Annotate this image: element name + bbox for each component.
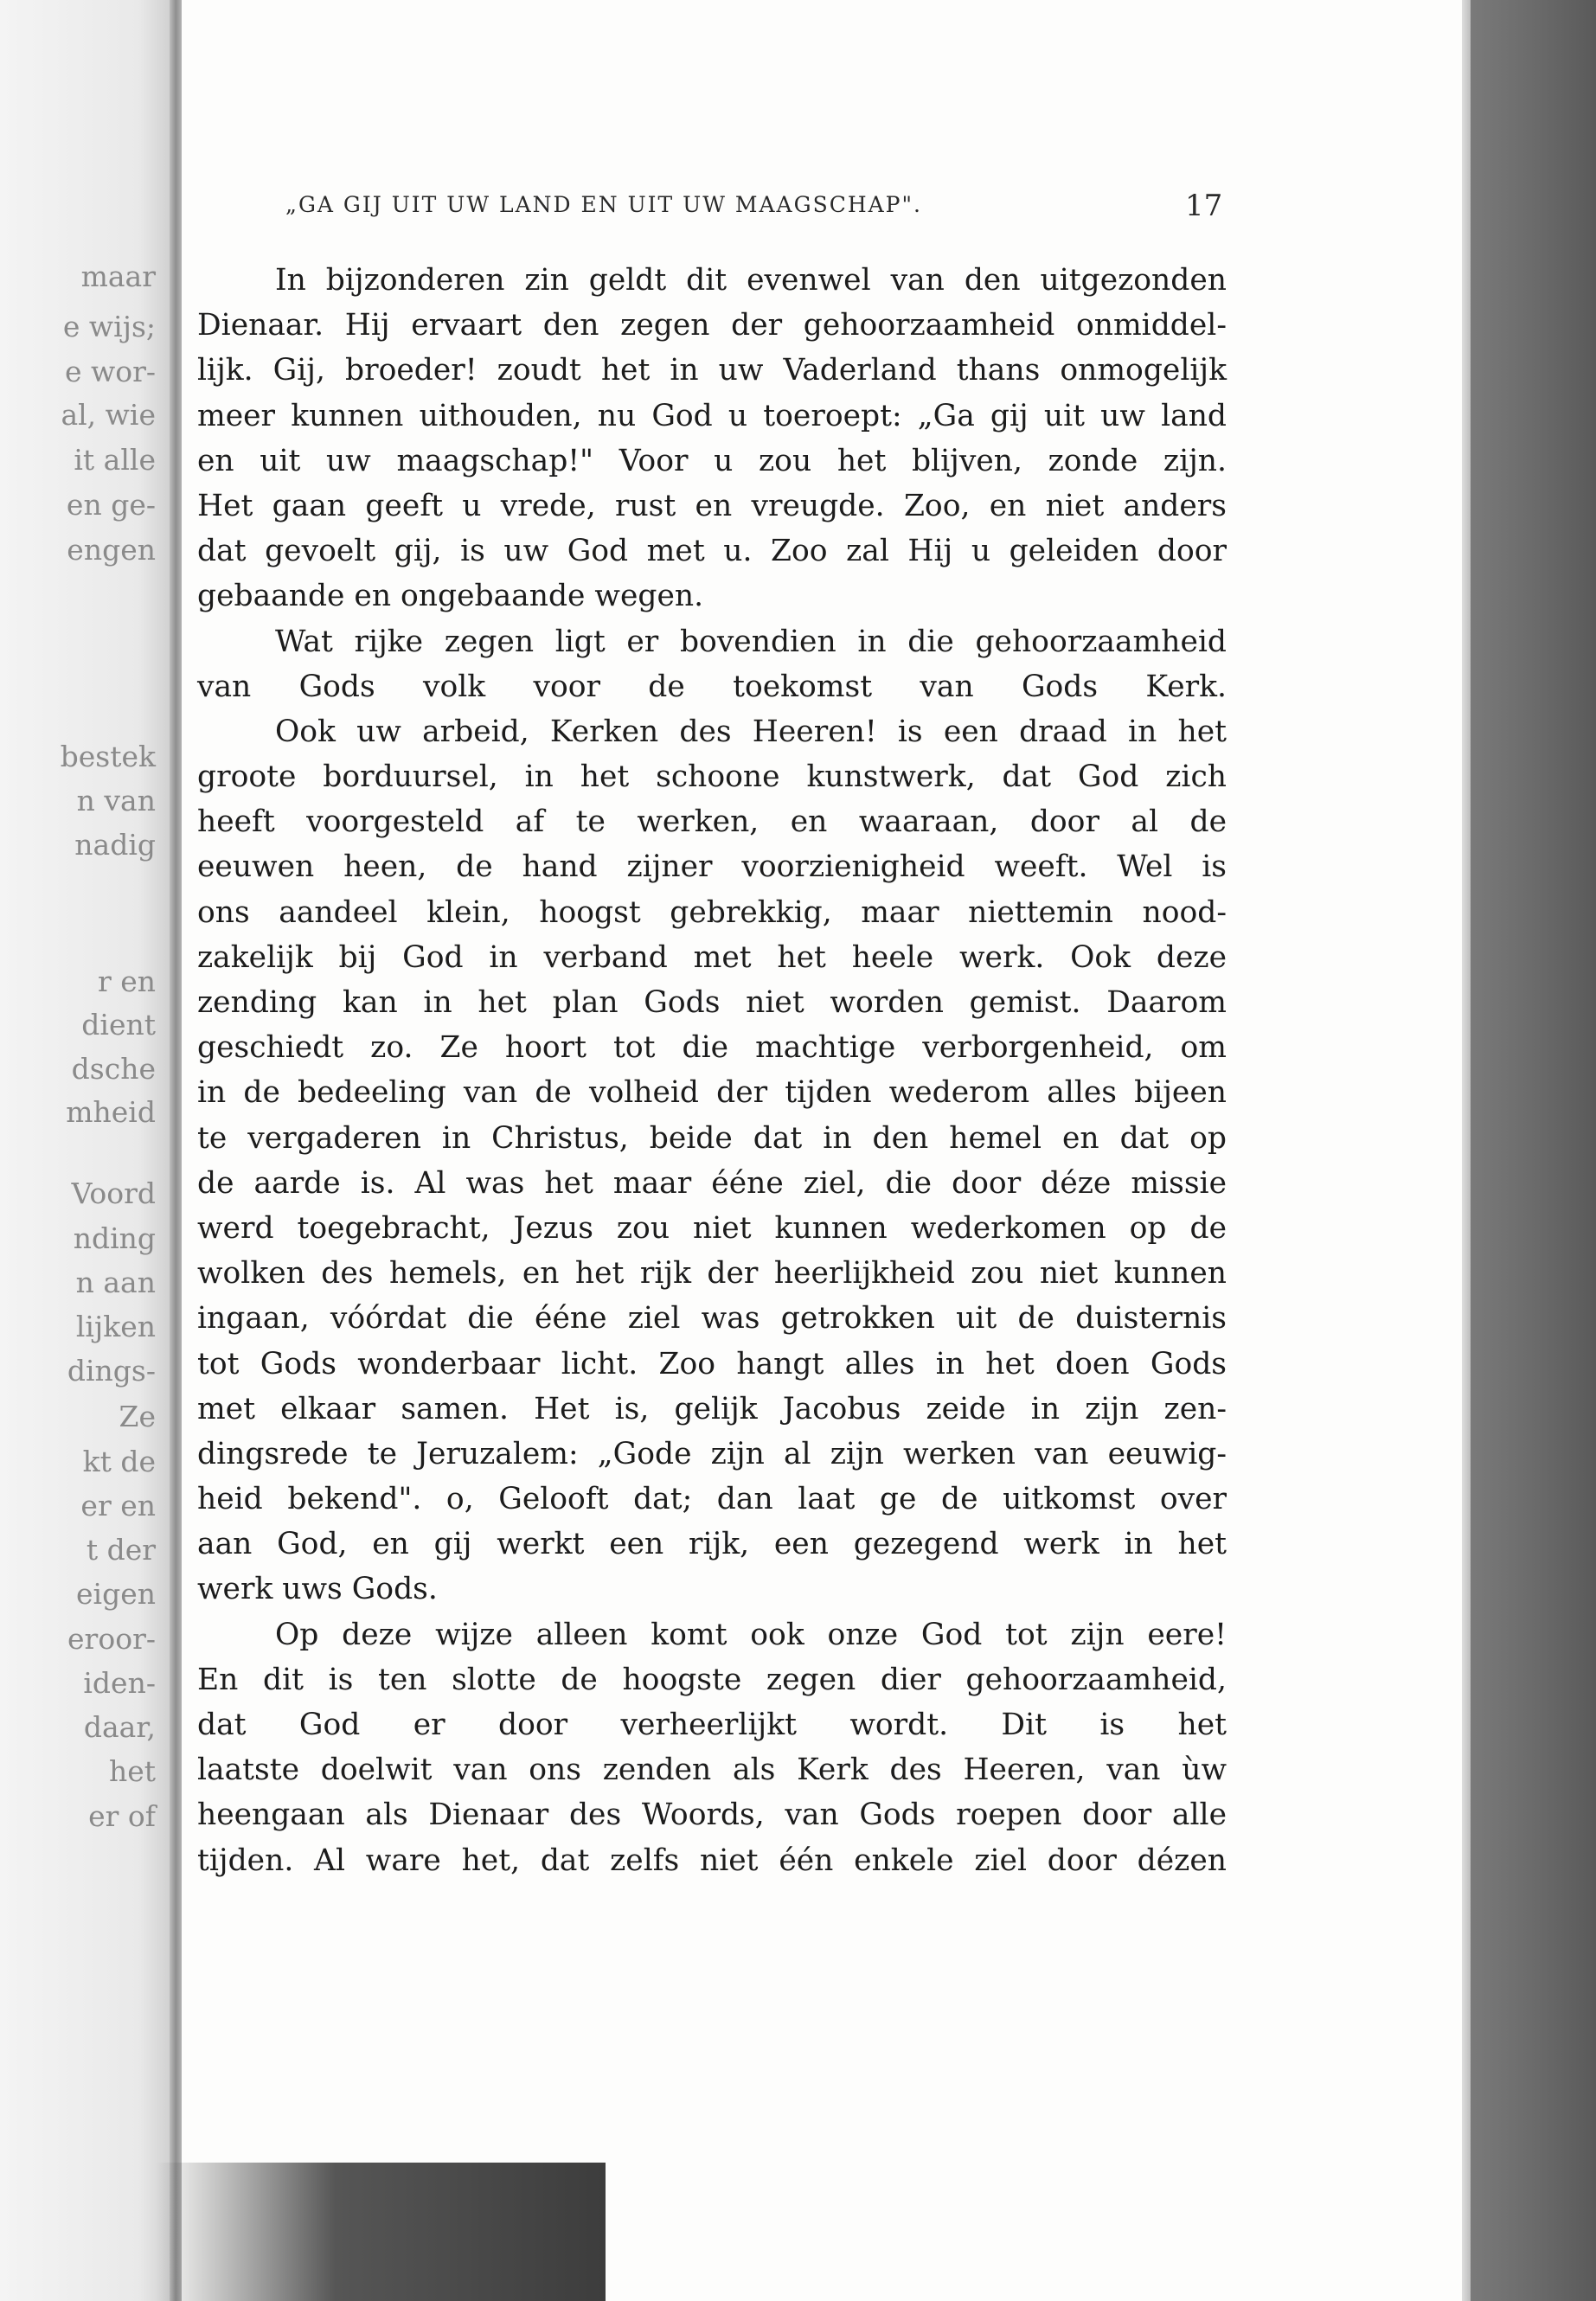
margin-fragment: het xyxy=(108,1754,156,1788)
text-line: dat God er door verheerlijkt wordt. Dit is het xyxy=(197,1708,1227,1742)
text-line: zakelijk bij God in verband met het heele werk. Ook deze xyxy=(197,939,1227,975)
text-line: dingsrede te Jeruzalem: „Gode zijn al zijn werken van eeuwig- xyxy=(197,1436,1227,1471)
text-line: ingaan, vóórdat die ééne ziel was getrokken uit de duisternis xyxy=(197,1301,1227,1336)
text-line: meer kunnen uithouden, nu God u toeroept: „Ga gij uit uw land xyxy=(197,398,1227,433)
margin-fragment: Ze xyxy=(119,1400,156,1433)
text-line: geschiedt zo. Ze hoort tot die machtige verborgenheid, om xyxy=(197,1030,1227,1066)
text-line: de aarde is. Al was het maar ééne ziel, die door déze missie xyxy=(197,1165,1227,1201)
margin-fragment: it alle xyxy=(74,443,156,477)
text-line: ons aandeel klein, hoogst gebrekkig, maar niettemin nood- xyxy=(197,894,1227,930)
margin-fragment: al, wie xyxy=(61,398,156,432)
text-line: laatste doelwit van ons zenden als Kerk des Heeren, van ùw xyxy=(197,1753,1227,1788)
text-line: Wat rijke zegen ligt er bovendien in die gehoorzaamheid xyxy=(275,624,1227,659)
margin-fragment: dient xyxy=(81,1008,156,1042)
text-line: wolken des hemels, en het rijk der heerlijkheid zou niet kunnen xyxy=(197,1256,1227,1292)
text-line: Ook uw arbeid, Kerken des Heeren! is een draad in het xyxy=(275,714,1227,749)
text-line: In bijzonderen zin geldt dit evenwel van den uitgezonden xyxy=(275,263,1227,298)
margin-fragment: n aan xyxy=(75,1266,156,1299)
margin-fragment: bestek xyxy=(60,740,156,773)
running-head: „GA GIJ UIT UW LAND EN UIT UW MAAGSCHAP". xyxy=(285,192,922,217)
text-line: lijk. Gij, broeder! zoudt het in uw Vaderland thans onmogelijk xyxy=(197,353,1227,388)
margin-fragment: r en xyxy=(97,965,156,998)
text-line: heeft voorgesteld af te werken, en waaraan, door al de xyxy=(197,804,1227,840)
text-line: dat gevoelt gij, is uw God met u. Zoo zal Hij u geleiden door xyxy=(197,534,1227,569)
margin-fragment: e wor- xyxy=(64,355,156,388)
margin-fragment: daar, xyxy=(83,1710,156,1744)
bottom-shadow xyxy=(156,2163,606,2301)
margin-fragment: engen xyxy=(67,533,156,567)
text-line: zending kan in het plan Gods niet worden gemist. Daarom xyxy=(197,985,1227,1020)
margin-fragment: e wijs; xyxy=(62,310,156,343)
margin-fragment: dings- xyxy=(67,1354,156,1388)
text-line: heengaan als Dienaar des Woords, van Gods roepen door alle xyxy=(197,1798,1227,1833)
margin-fragment: iden- xyxy=(83,1666,156,1700)
text-line: eeuwen heen, de hand zijner voorzienigheid weeft. Wel is xyxy=(197,849,1227,885)
text-line: Het gaan geeft u vrede, rust en vreugde. Zoo, en niet anders xyxy=(197,488,1227,523)
scan-dark-border xyxy=(1471,0,1596,2301)
text-line: te vergaderen in Christus, beide dat in den hemel en dat op xyxy=(197,1120,1227,1156)
previous-page-edge xyxy=(0,0,173,2301)
margin-fragment: lijken xyxy=(75,1310,156,1343)
text-line: met elkaar samen. Het is, gelijk Jacobus zeide in zijn zen- xyxy=(197,1391,1227,1426)
text-line: werk uws Gods. xyxy=(197,1572,438,1607)
text-line: gebaande en ongebaande wegen. xyxy=(197,579,704,614)
margin-fragment: t der xyxy=(86,1533,156,1567)
margin-fragment: nadig xyxy=(74,828,156,862)
margin-fragment: en ge- xyxy=(66,488,156,522)
margin-fragment: Voord xyxy=(71,1176,156,1210)
margin-fragment: kt de xyxy=(82,1445,156,1478)
margin-fragment: mheid xyxy=(66,1095,156,1129)
margin-fragment: eigen xyxy=(76,1577,156,1611)
margin-fragment: nding xyxy=(73,1221,156,1255)
margin-fragment: er en xyxy=(80,1489,156,1522)
text-line: en uit uw maagschap!" Voor u zou het blijven, zonde zijn. xyxy=(197,443,1227,478)
margin-fragment: dsche xyxy=(71,1052,156,1086)
text-line: Op deze wijze alleen komt ook onze God tot zijn eere! xyxy=(275,1617,1227,1652)
margin-fragment: n van xyxy=(76,784,156,817)
text-line: in de bedeeling van de volheid der tijden wederom alles bijeen xyxy=(197,1075,1227,1111)
text-line: van Gods volk voor de toekomst van Gods Kerk. xyxy=(197,669,1227,704)
margin-fragment: eroor- xyxy=(67,1622,156,1656)
text-line: groote borduursel, in het schoone kunstwerk, dat God zich xyxy=(197,760,1227,795)
text-line: tot Gods wonderbaar licht. Zoo hangt alles in het doen Gods xyxy=(197,1346,1227,1381)
text-line: werd toegebracht, Jezus zou niet kunnen wederkomen op de xyxy=(197,1210,1227,1246)
body-text xyxy=(197,258,1227,1883)
text-line: Dienaar. Hij ervaart den zegen der gehoorzaamheid onmiddel- xyxy=(197,308,1227,343)
text-line: En dit is ten slotte de hoogste zegen dier gehoorzaamheid, xyxy=(197,1662,1227,1697)
margin-fragment: maar xyxy=(80,260,156,293)
text-line: aan God, en gij werkt een rijk, een gezegend werk in het xyxy=(197,1527,1227,1562)
margin-fragment: er of xyxy=(88,1799,156,1833)
text-line: heid bekend". o, Gelooft dat; dan laat ge de uitkomst over xyxy=(197,1482,1227,1517)
page-number: 17 xyxy=(1185,189,1223,223)
text-line: tijden. Al ware het, dat zelfs niet één enkele ziel door dézen xyxy=(197,1843,1227,1878)
